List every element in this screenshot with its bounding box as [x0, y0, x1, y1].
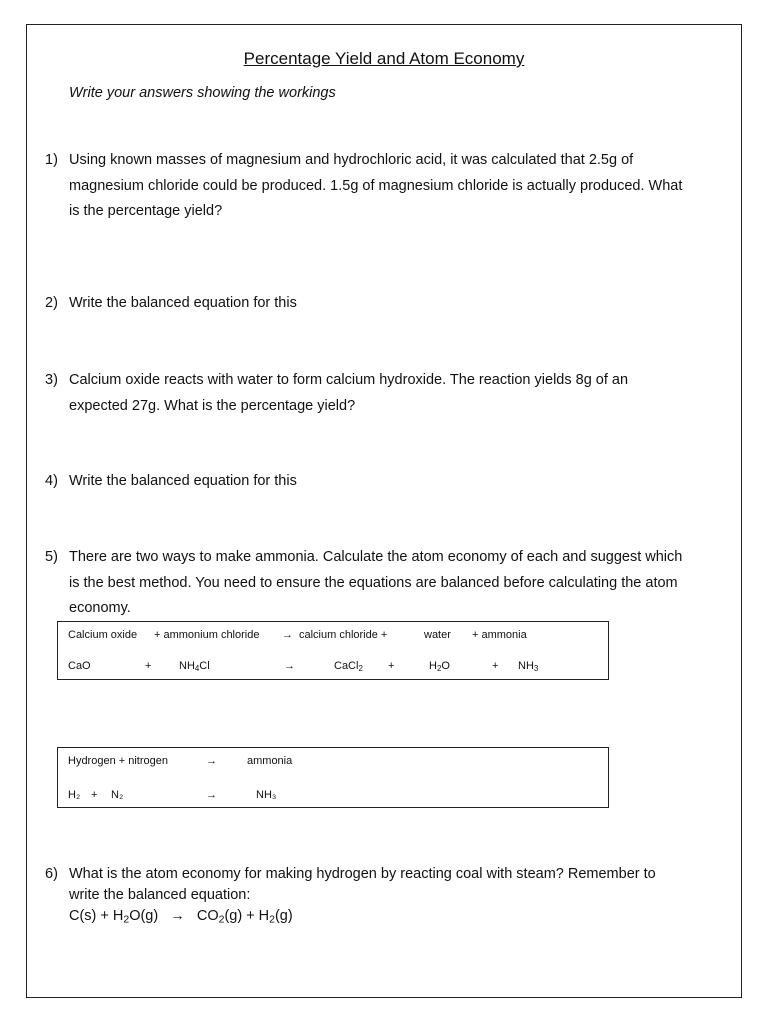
reactant-word: Hydrogen + nitrogen	[68, 755, 168, 767]
arrow-symbol: →	[284, 660, 295, 672]
formula-h2o: $H_2O$	[429, 660, 450, 673]
question-3	[45, 368, 685, 419]
page-title: Percentage Yield and Atom Economy	[243, 49, 525, 68]
question-text: What is the atom economy for making hydrogen by reacting coal with steam? Remember to write the balanced equation:	[69, 866, 656, 903]
question-text: Write the balanced equation for this	[69, 295, 297, 311]
formula-nh3: $NH_3$	[518, 660, 539, 673]
instruction-text: Write your answers showing the workings	[69, 85, 336, 101]
product-word: water	[424, 629, 451, 641]
question-text: Calcium oxide reacts with water to form calcium hydroxide. The reaction yields 8g of an expected 27g. What is the percentage yield?	[69, 372, 629, 414]
question-2	[45, 291, 685, 317]
equation-box-ammonium-chloride	[57, 621, 609, 680]
formula-cacl2: CaCl$_2$	[334, 660, 363, 673]
formula-nh3: NH₃	[256, 789, 277, 801]
arrow-symbol: →	[206, 789, 217, 801]
plus-symbol: +	[492, 660, 499, 672]
question-1	[45, 148, 685, 225]
question-number: 3)	[45, 372, 58, 388]
reactant-word: + ammonium chloride	[154, 629, 260, 641]
question-6	[45, 864, 685, 927]
equation-box-haber	[57, 747, 609, 808]
plus-symbol: +	[388, 660, 395, 672]
question-number: 5)	[45, 549, 58, 565]
question-number: 1)	[45, 152, 58, 168]
question-number: 6)	[45, 866, 58, 882]
plus-symbol: +	[91, 789, 98, 801]
question-text: Using known masses of magnesium and hydrochloric acid, it was calculated that 2.5g of magnesium chloride could be produced. 1.5g of magnesium chloride is actually produced. What is the percentage yield?	[69, 152, 683, 219]
question-number: 4)	[45, 473, 58, 489]
arrow-symbol: →	[170, 908, 185, 924]
formula-cao: CaO	[68, 660, 91, 672]
reactant-word: Calcium oxide	[68, 629, 138, 641]
arrow-symbol: →	[282, 629, 293, 641]
question-number: 2)	[45, 295, 58, 311]
product-word: calcium chloride +	[299, 629, 388, 641]
arrow-symbol: →	[206, 755, 217, 767]
question-4	[45, 469, 685, 495]
plus-symbol: +	[145, 660, 152, 672]
question-text: There are two ways to make ammonia. Calculate the atom economy of each and suggest which is the best method. You need to ensure the equations are balanced before calculating the atom economy.	[69, 549, 683, 616]
worksheet-page	[26, 24, 742, 998]
formula-n2: N₂	[111, 789, 124, 801]
product-word: ammonia	[247, 755, 293, 767]
formula-nh4cl: $NH_4Cl$	[179, 660, 210, 673]
formula-h2: H₂	[68, 789, 81, 801]
question-5	[45, 545, 685, 622]
product-word: + ammonia	[472, 629, 527, 641]
question-text: Write the balanced equation for this	[69, 473, 297, 489]
coal-steam-equation: $C(s) + H_2O(g)$ → $CO_2(g) + H_2(g)$	[69, 908, 293, 926]
